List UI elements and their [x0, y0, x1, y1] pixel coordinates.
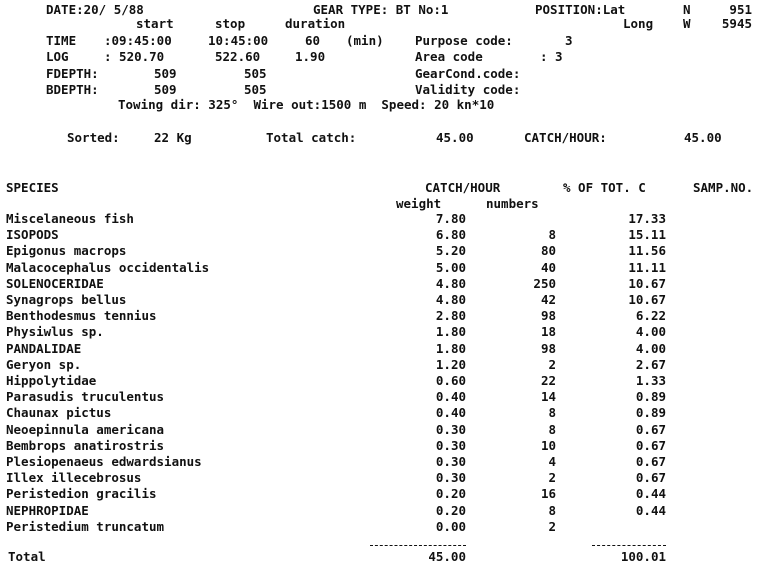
validity-code-label: Validity code: — [415, 82, 521, 97]
longitude-label: Long — [623, 16, 654, 31]
numbers-value: 22 — [540, 373, 556, 388]
percent-value: 0.67 — [635, 470, 666, 485]
column-stop-label: stop — [215, 16, 246, 31]
numbers-value: 14 — [540, 389, 556, 404]
species-name: Benthodesmus tennius — [6, 308, 157, 323]
species-column-header: SPECIES — [6, 180, 59, 195]
latitude-direction: N — [683, 2, 691, 17]
percent-total-rule — [592, 545, 666, 546]
numbers-value: 8 — [548, 422, 556, 437]
bdepth-stop: 505 — [244, 82, 267, 97]
percent-value: 0.67 — [635, 422, 666, 437]
towing-info-line: Towing dir: 325° Wire out:1500 m Speed: 20 kn*10 — [118, 97, 495, 112]
percent-value: 0.89 — [635, 405, 666, 420]
weight-value: 0.40 — [435, 389, 466, 404]
numbers-value: 250 — [533, 276, 556, 291]
longitude-value: 5945 — [721, 16, 752, 31]
weight-value: 0.20 — [435, 503, 466, 518]
species-name: Physiwlus sp. — [6, 324, 104, 339]
date-label: DATE:20/ 5/88 — [46, 2, 144, 17]
numbers-value: 10 — [540, 438, 556, 453]
weight-value: 1.80 — [435, 341, 466, 356]
column-start-label: start — [136, 16, 174, 31]
latitude-value: 951 — [729, 2, 752, 17]
total-weight: 45.00 — [428, 549, 466, 564]
numbers-value: 2 — [548, 470, 556, 485]
species-name: PANDALIDAE — [6, 341, 82, 356]
percent-value: 10.67 — [628, 292, 666, 307]
species-name: Hippolytidae — [6, 373, 97, 388]
numbers-value: 18 — [540, 324, 556, 339]
weight-total-rule — [370, 545, 466, 546]
percent-value: 0.67 — [635, 438, 666, 453]
weight-value: 0.30 — [435, 454, 466, 469]
species-name: Illex illecebrosus — [6, 470, 142, 485]
weight-value: 6.80 — [435, 227, 466, 242]
sample-number-column-header: SAMP.NO. — [693, 180, 754, 195]
fdepth-stop: 505 — [244, 66, 267, 81]
weight-value: 5.00 — [435, 260, 466, 275]
weight-value: 2.80 — [435, 308, 466, 323]
weight-value: 1.20 — [435, 357, 466, 372]
longitude-direction: W — [683, 16, 691, 31]
bdepth-start: 509 — [154, 82, 177, 97]
weight-value: 0.60 — [435, 373, 466, 388]
gear-condition-label: GearCond.code: — [415, 66, 521, 81]
purpose-code-value: 3 — [565, 33, 573, 48]
weight-value: 0.20 — [435, 486, 466, 501]
area-code-value: : 3 — [540, 49, 563, 64]
species-name: Neoepinnula americana — [6, 422, 165, 437]
sorted-label: Sorted: — [67, 130, 120, 145]
log-start: : 520.70 — [104, 49, 165, 64]
numbers-value: 16 — [540, 486, 556, 501]
percent-value: 6.22 — [635, 308, 666, 323]
numbers-value: 2 — [548, 357, 556, 372]
percent-value: 4.00 — [635, 341, 666, 356]
species-name: ISOPODS — [6, 227, 59, 242]
column-duration-label: duration — [285, 16, 346, 31]
percent-value: 0.89 — [635, 389, 666, 404]
numbers-value: 80 — [540, 243, 556, 258]
weight-value: 0.30 — [435, 470, 466, 485]
numbers-value: 98 — [540, 341, 556, 356]
fdepth-start: 509 — [154, 66, 177, 81]
catch-per-hour-value: 45.00 — [684, 130, 722, 145]
time-stop: 10:45:00 — [208, 33, 269, 48]
percent-value: 11.56 — [628, 243, 666, 258]
weight-value: 4.80 — [435, 276, 466, 291]
time-duration: 60 — [305, 33, 321, 48]
bdepth-label: BDEPTH: — [46, 82, 99, 97]
weight-value: 0.30 — [435, 422, 466, 437]
purpose-code-label: Purpose code: — [415, 33, 513, 48]
weight-value: 7.80 — [435, 211, 466, 226]
percent-value: 17.33 — [628, 211, 666, 226]
weight-column-header: weight — [396, 196, 442, 211]
percent-total-column-header: % OF TOT. C — [563, 180, 646, 195]
time-start: :09:45:00 — [104, 33, 172, 48]
species-name: Chaunax pictus — [6, 405, 112, 420]
numbers-value: 8 — [548, 227, 556, 242]
time-unit: (min) — [346, 33, 384, 48]
species-name: Geryon sp. — [6, 357, 82, 372]
total-label: Total — [8, 549, 46, 564]
catch-per-hour-label: CATCH/HOUR: — [524, 130, 607, 145]
total-catch-value: 45.00 — [436, 130, 474, 145]
weight-value: 5.20 — [435, 243, 466, 258]
numbers-column-header: numbers — [486, 196, 539, 211]
weight-value: 0.00 — [435, 519, 466, 534]
fdepth-label: FDEPTH: — [46, 66, 99, 81]
numbers-value: 98 — [540, 308, 556, 323]
weight-value: 0.30 — [435, 438, 466, 453]
percent-value: 0.67 — [635, 454, 666, 469]
log-stop: 522.60 — [215, 49, 261, 64]
species-name: Synagrops bellus — [6, 292, 127, 307]
percent-value: 1.33 — [635, 373, 666, 388]
numbers-value: 8 — [548, 503, 556, 518]
species-name: Peristedium truncatum — [6, 519, 165, 534]
species-name: Epigonus macrops — [6, 243, 127, 258]
area-code-label: Area code — [415, 49, 483, 64]
total-percent: 100.01 — [620, 549, 666, 564]
percent-value: 2.67 — [635, 357, 666, 372]
species-name: Peristedion gracilis — [6, 486, 157, 501]
total-catch-label: Total catch: — [266, 130, 357, 145]
weight-value: 0.40 — [435, 405, 466, 420]
numbers-value: 4 — [548, 454, 556, 469]
percent-value: 10.67 — [628, 276, 666, 291]
weight-value: 1.80 — [435, 324, 466, 339]
species-name: NEPHROPIDAE — [6, 503, 89, 518]
position-label: POSITION:Lat — [535, 2, 626, 17]
log-duration: 1.90 — [295, 49, 326, 64]
numbers-value: 2 — [548, 519, 556, 534]
catch-per-hour-column-header: CATCH/HOUR — [425, 180, 501, 195]
numbers-value: 42 — [540, 292, 556, 307]
gear-type-label: GEAR TYPE: BT No:1 — [313, 2, 449, 17]
percent-value: 0.44 — [635, 503, 666, 518]
time-label: TIME — [46, 33, 77, 48]
species-name: Malacocephalus occidentalis — [6, 260, 210, 275]
weight-value: 4.80 — [435, 292, 466, 307]
log-label: LOG — [46, 49, 69, 64]
species-name: Miscelaneous fish — [6, 211, 134, 226]
species-name: SOLENOCERIDAE — [6, 276, 104, 291]
species-name: Bembrops anatirostris — [6, 438, 165, 453]
species-name: Parasudis truculentus — [6, 389, 165, 404]
sorted-value: 22 Kg — [154, 130, 192, 145]
percent-value: 11.11 — [628, 260, 666, 275]
numbers-value: 8 — [548, 405, 556, 420]
percent-value: 15.11 — [628, 227, 666, 242]
species-name: Plesiopenaeus edwardsianus — [6, 454, 202, 469]
numbers-value: 40 — [540, 260, 556, 275]
percent-value: 4.00 — [635, 324, 666, 339]
percent-value: 0.44 — [635, 486, 666, 501]
